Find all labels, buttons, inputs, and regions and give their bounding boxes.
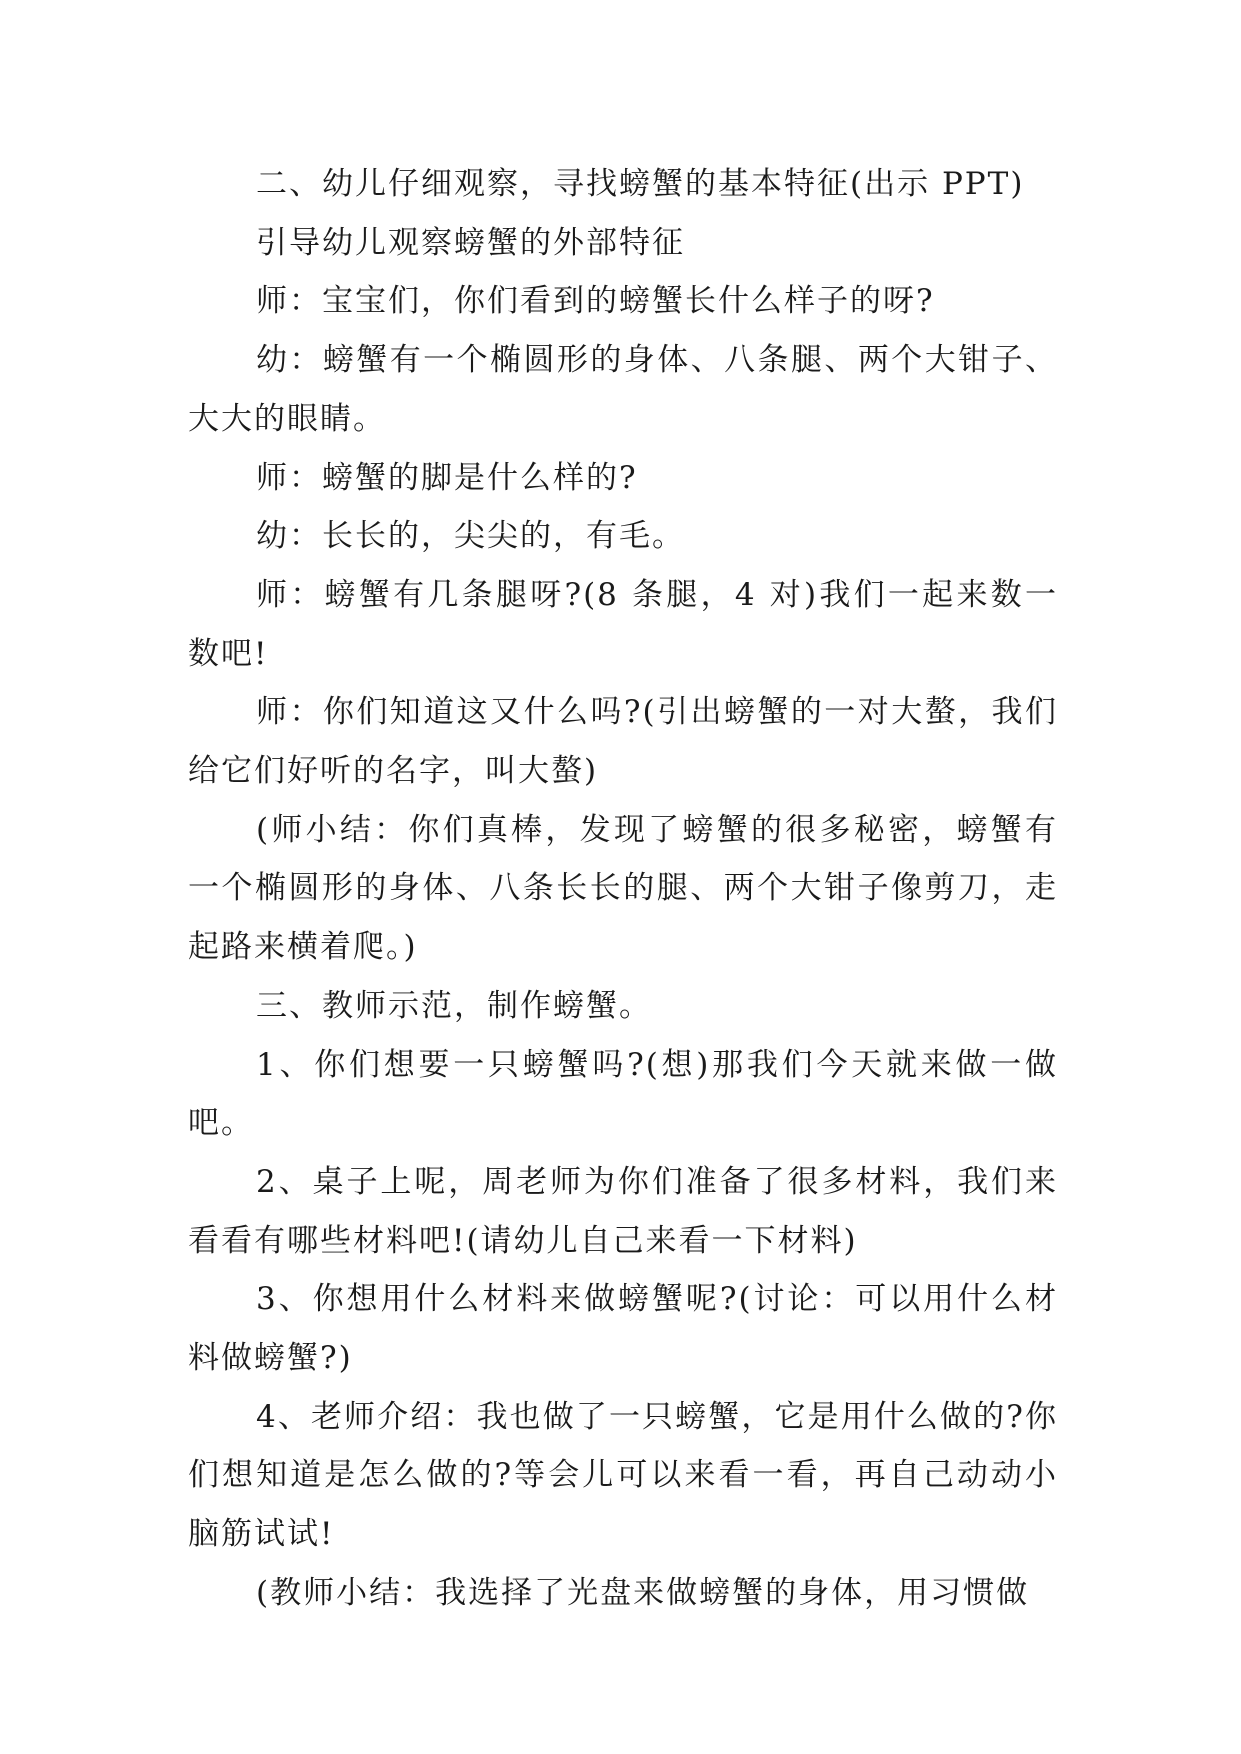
paragraph-teacher-question-1: 师：宝宝们，你们看到的螃蟹长什么样子的呀? <box>256 283 935 320</box>
paragraph-child-answer-1: 幼：螃蟹有一个椭圆形的身体、八条腿、两个大钳子、大大的眼睛。 <box>188 342 1058 437</box>
paragraph-step-3: 3、你想用什么材料来做螃蟹呢?(讨论：可以用什么材料做螃蟹?) <box>188 1281 1058 1377</box>
paragraph-teacher-summary-1: (师小结：你们真棒，发现了螃蟹的很多秘密，螃蟹有一个椭圆形的身体、八条长长的腿、两个大钳子像剪刀，走起路来横着爬。) <box>188 811 1058 966</box>
paragraph-guide-observe: 引导幼儿观察螃蟹的外部特征 <box>256 224 685 261</box>
paragraph-teacher-question-4: 师：你们知道这又什么吗?(引出螃蟹的一对大螯，我们给它们好听的名字，叫大螯) <box>188 694 1058 790</box>
paragraph-teacher-question-2: 师：螃蟹的脚是什么样的? <box>256 459 638 496</box>
document-body <box>188 155 1058 1623</box>
paragraph-section-three-heading: 三、教师示范，制作螃蟹。 <box>256 987 652 1024</box>
paragraph-teacher-question-3: 师：螃蟹有几条腿呀?(8 条腿，4 对)我们一起来数一数吧! <box>188 576 1058 672</box>
paragraph-teacher-summary-2: (教师小结：我选择了光盘来做螃蟹的身体，用习惯做 <box>256 1574 1030 1611</box>
paragraph-section-two-heading: 二、幼儿仔细观察，寻找螃蟹的基本特征(出示 PPT) <box>256 166 1025 202</box>
paragraph-child-answer-2: 幼：长长的，尖尖的，有毛。 <box>256 518 685 555</box>
paragraph-step-2: 2、桌子上呢，周老师为你们准备了很多材料，我们来看看有哪些材料吧!(请幼儿自己来看一下材料) <box>188 1163 1058 1259</box>
paragraph-step-4: 4、老师介绍：我也做了一只螃蟹，它是用什么做的?你们想知道是怎么做的?等会儿可以来看一看，再自己动动小脑筋试试! <box>188 1398 1058 1553</box>
paragraph-step-1: 1、你们想要一只螃蟹吗?(想)那我们今天就来做一做吧。 <box>188 1046 1058 1142</box>
